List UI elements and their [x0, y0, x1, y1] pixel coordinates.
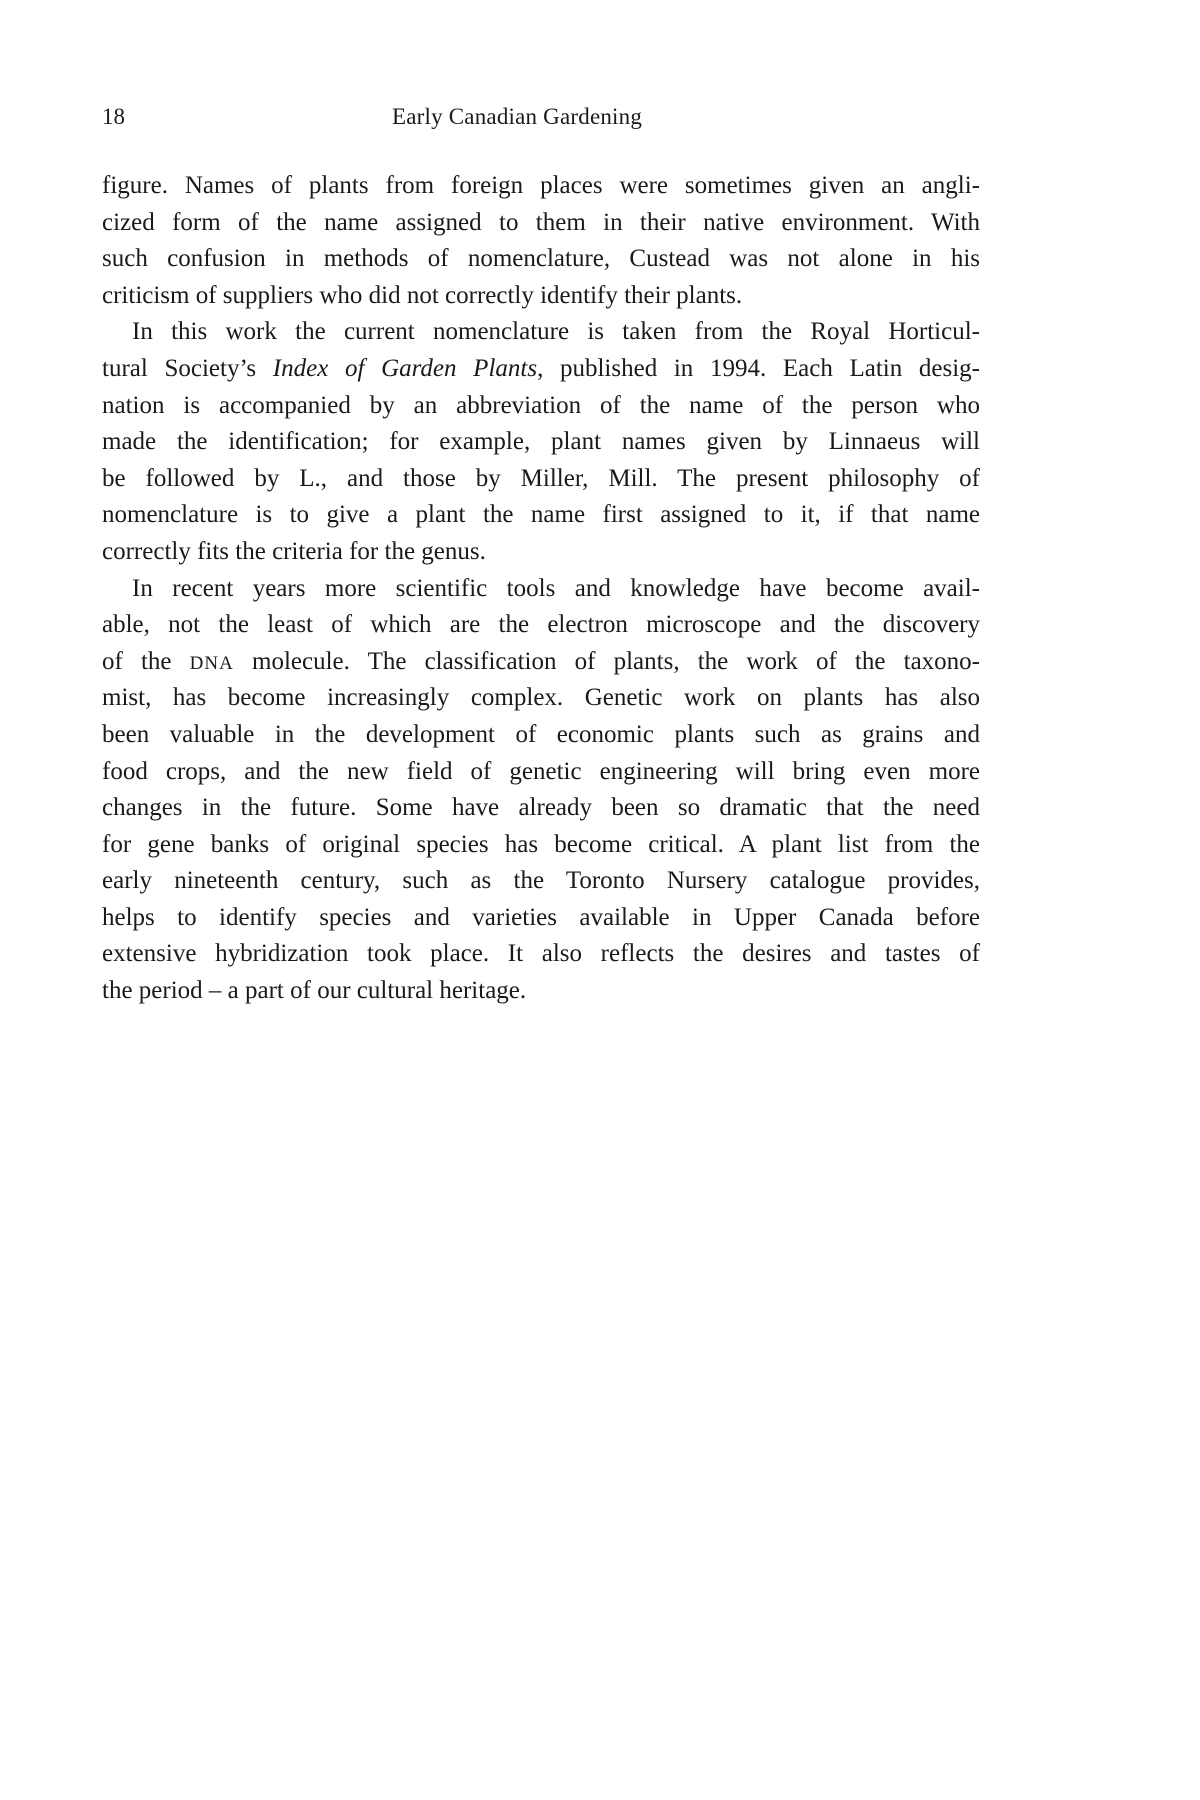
text-line: such confusion in methods of nomenclature, Custead was not alone in his	[102, 245, 980, 273]
text-line: nation is accompanied by an abbreviation of the name of the person who	[102, 391, 980, 419]
text-line: cized form of the name assigned to them in their native environment. With	[102, 208, 980, 236]
text-line: early nineteenth century, such as the Toronto Nursery catalogue provides,	[102, 867, 980, 895]
text-line: made the identification; for example, plant names given by Linnaeus will	[102, 428, 980, 456]
text-line: correctly fits the criteria for the genus.	[102, 537, 486, 565]
text-line: tural Society’s Index of Garden Plants, published in 1994. Each Latin desig-	[102, 354, 980, 382]
text-line: criticism of suppliers who did not correctly identify their plants.	[102, 281, 743, 309]
running-head	[102, 100, 980, 134]
body-text	[102, 168, 980, 1010]
text-line: nomenclature is to give a plant the name first assigned to it, if that name	[102, 501, 980, 529]
text-line: for gene banks of original species has become critical. A plant list from the	[102, 830, 980, 858]
text-line: been valuable in the development of economic plants such as grains and	[102, 720, 980, 748]
text-line: be followed by L., and those by Miller, Mill. The present philosophy of	[102, 464, 980, 492]
text-line: mist, has become increasingly complex. Genetic work on plants has also	[102, 684, 980, 712]
text-line: In this work the current nomenclature is taken from the Royal Horticul-	[132, 318, 980, 346]
running-title: Early Canadian Gardening	[392, 104, 643, 129]
text-line: helps to identify species and varieties available in Upper Canada before	[102, 903, 980, 931]
text-line: In recent years more scientific tools and knowledge have become avail-	[132, 574, 980, 602]
paragraph	[102, 571, 980, 1010]
page-number: 18	[102, 104, 125, 129]
text-line: able, not the least of which are the electron microscope and the discovery	[102, 611, 980, 639]
text-line: the period – a part of our cultural heritage.	[102, 977, 527, 1005]
text-line: extensive hybridization took place. It also reflects the desires and tastes of	[102, 940, 980, 968]
paragraph	[102, 168, 980, 314]
text-line: figure. Names of plants from foreign places were sometimes given an angli-	[102, 172, 980, 199]
text-line: changes in the future. Some have already been so dramatic that the need	[102, 794, 980, 822]
paragraph	[102, 314, 980, 570]
text-line: of the DNA molecule. The classification of plants, the work of the taxono-	[102, 647, 980, 675]
text-line: food crops, and the new field of genetic engineering will bring even more	[102, 757, 980, 785]
